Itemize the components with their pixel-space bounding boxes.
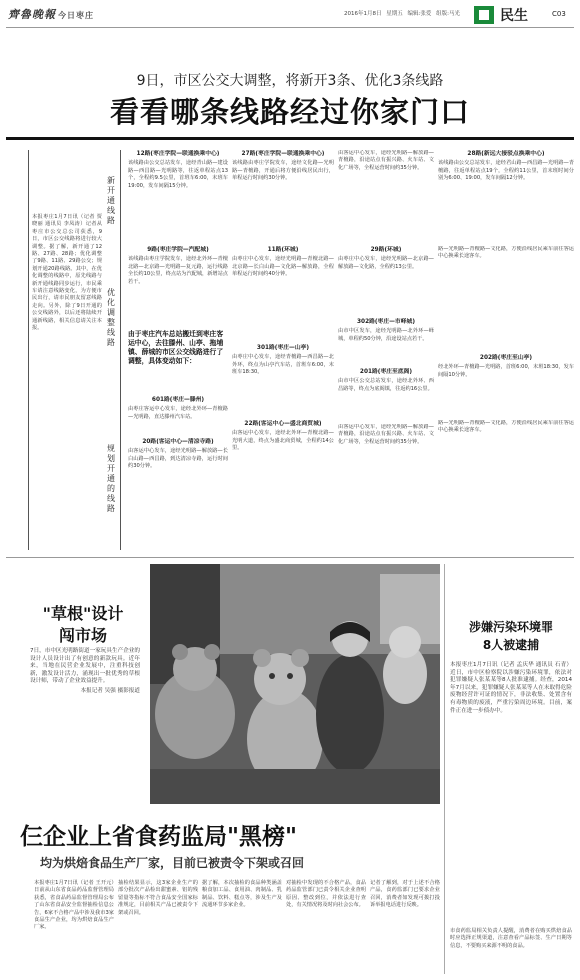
route-302-title: 302路(枣庄—市峄城) [357, 319, 415, 325]
page-number: C03 [552, 10, 566, 18]
pollution-body: 本报枣庄1月7日讯（记者 孟庆华 通讯员 石青）近日，市中区检察院以涉嫌污染环境罪，依法对犯罪嫌疑人张某某等8人批准逮捕。经查，2014年7月以来，犯罪嫌疑人张某某等人在未取得危险废物经营许可证的情况下，非法收集、处置含有有毒物质的废液，严重污染周边环境。目前，案件正在进一步侦办中。 [450, 662, 572, 714]
route-301-title: 301路(枣庄—山亭) [256, 345, 310, 351]
headline-rule [6, 137, 574, 140]
lead-paragraph: 本报枣庄1月7日讯（记者 贾晓丽 通讯员 李凤涛）记者从枣庄市公交总公司获悉，9日，市区公交线路将进行较大调整。据了解，新开通了12路、27路、28路；优化调整了9路、11路、29路公交；规划开通20路线路。其中，在优化调整的线路中，原先线路与新开通线路同步运行，市民乘车请注意线路变化，为方便市民出行，请市民朋友留意线路走向。另外，除了9日开通的公交线路外，以后还将陆续开通新线路，相关信息请关注本报。 [32, 214, 102, 332]
route-29: 29路(环城) 由枣庄中心发车，途经光明路—北京路—解放路—文化路，全程约13公里。 [338, 247, 434, 270]
route-text-cont: 由客运中心发车，途经光明路—解放路—青檀路，沿途站点有振兴路、火车站、文化广场等，全程运营时间约35分钟。 [338, 150, 434, 171]
blacklist-col-6: 市食药监局相关负责人提醒，消费者在购买烘焙食品时应选择正规渠道，注意查看产品标签、生产日期等信息，不要购买来源不明的食品。 [450, 928, 572, 949]
route-11: 11路(环城) 由枣庄中心发车，途经光明路—青檀北路—北京路—长白山路—文化路—解放路，全程单程运行时间约40分钟。 [232, 247, 334, 278]
pollution-title-1: 涉嫌污染环境罪 [468, 620, 553, 634]
route-9: 9路(枣庄学院—汽配城) 该线路由枣庄学院发车，途经北外环—青檀北路—北京路—光明路—复元路，运行线路全长约10公里，终点站为汽配城，新增站点若干。 [128, 247, 228, 285]
masthead [0, 0, 580, 30]
blacklist-col-3: 据了解，本次抽检的食品种类涵盖粮食加工品、食用油、肉制品、乳制品、饮料、糕点等，涉及生产及流通环节多家企业。 [202, 880, 282, 909]
blacklist-col-1: 本报枣庄1月7日讯（记者 王开元）日前从山东省食品药品监督管理局获悉，省食品药品监督管理局公布了山东省食品安全监督抽检信息公告，6家不合格产品中涉及我市3家食品生产企业，均为烘焙食品生产厂家。 [34, 880, 114, 931]
route-change-note: 由于枣庄汽车总站搬迁到枣庄客运中心，去往滕州、山亭、拖埔镇、薛城的市区公交线路进行了调整，具体变动如下： [128, 330, 224, 365]
grassroots-title-2: 闯市场 [58, 626, 107, 645]
blacklist-headline: 仨企业上省食药监局"黑榜" [20, 824, 297, 850]
route-201: 201路(枣庄至底阁) 由市中区公交总站发车，途经北外环、西昌路等，终点为底阁镇，往返约16公里。 [338, 369, 434, 392]
grassroots-body: 7日，市中区光明路街道一家玩具生产企业的设计人员设计出了有创意的新款玩具。近年来，当地在民营企业发展中，注重科技创新，激发设计活力，涌现出一批优秀的草根设计师，带动了企业效益提升。 本报记者 吴强 摄影报道 [30, 648, 140, 694]
route-22-title: 22路(客运中心—盛北商贸城) [244, 421, 322, 427]
route-27: 27路(枣庄学院—联通换乘中心) 该线路由枣庄学院发车，途经文化路—光明路—青檀路，开通后将方便沿线居民出行，单程运行时间约30分钟。 [232, 151, 334, 182]
route-301: 301路(枣庄—山亭) 由枣庄中心发车，途经青檀路—西昌路—北外环，终点为山亭汽车站，首班车6:00，末班车18:30。 [232, 345, 334, 376]
route-29-title: 29路(环城) [370, 247, 402, 253]
section-title: 民生 [500, 8, 528, 24]
route-22: 22路(客运中心—盛北商贸城) 由客运中心发车，途经北外环—青檀北路—光明大道，终点为盛北商贸城，全程约14公里。 [232, 421, 334, 452]
pollution-title-2: 8人被逮捕 [482, 638, 540, 652]
route-202-title: 202路(枣庄至山亭) [479, 355, 533, 361]
route-12: 12路(枣庄学院—联通换乘中心) 该线路由公交总站发车，途经青山路—建设路—西昌路—光明路等，往返单程站点13个，全程约9.5公里，首班车6:00，末班车19:00，发车间隔15分钟。 [128, 151, 228, 189]
route-27-title: 27路(枣庄学院—联通换乘中心) [241, 151, 325, 157]
brand-logo: 齊魯晚報 今日枣庄 [8, 8, 94, 21]
edition-name: 今日枣庄 [58, 10, 94, 20]
route-text-cont-d: 路—光明路—青檀路—文化路，方便沿线居民乘车前往客运中心换乘长途客车。 [438, 420, 574, 434]
route-20: 20路(客运中心—清凉寺路) 由客运中心发车，途经光明路—解放路—长白山路—西昌路，到达清凉寺路，运行时间约30分钟。 [128, 439, 228, 470]
route-11-title: 11路(环城) [267, 247, 299, 253]
photo-image [150, 564, 440, 804]
blacklist-col-2: 抽检结果显示，这3家企业生产的部分批次产品检出甜蜜素、铝的残留量等指标不符合食品安全国家标准规定，目前相关产品已被责令下架或召回。 [118, 880, 198, 916]
route-text-cont-c: 由客运中心发车，途经光明路—解放路—青檀路，沿途站点有振兴路、火车站、文化广场等，全程运营时间约35分钟。 [338, 424, 434, 445]
route-28-title: 28路(新远大接驳点换乘中心) [467, 151, 545, 157]
route-302: 302路(枣庄—市峄城) 由市中区发车，途经光明路—北外环—峄城，单程约50分钟，沿途设站点若干。 [338, 319, 434, 342]
main-kicker: 9日，市区公交大调整，将新开3条、优化3条线路 [136, 73, 444, 89]
route-202: 202路(枣庄至山亭) 经北外环—青檀路—光明路，首班6:00，末班18:30，发车间隔10分钟。 [438, 355, 574, 378]
blacklist-col-5: 记者了解到，对于上述不合格产品，食药监部门已要求企业召回，消费者如发现可拨打投诉举报电话进行反映。 [370, 880, 440, 909]
route-28: 28路(新远大接驳点换乘中心) 该线路由公交总站发车，途经君山路—西昌路—光明路—青檀路，往返单程站点19个，全程约11公里，首末班时间分别为6:00、19:00，发车间隔12分钟。 [438, 151, 574, 182]
header-divider [6, 27, 574, 28]
section-icon-inner [479, 10, 489, 20]
label-optimized-routes: 优化调整线路 [107, 288, 115, 347]
route-601-title: 601路(枣庄—滕州) [151, 397, 205, 403]
column-rule [120, 150, 121, 550]
route-601: 601路(枣庄—滕州) 由枣庄客运中心发车，途经北外环—青檀路—光明路，直达滕州汽车站。 [128, 397, 228, 420]
grassroots-title-1: "草根"设计 [42, 604, 124, 623]
main-headline: 看看哪条线路经过你家门口 [109, 95, 470, 129]
route-201-title: 201路(枣庄至底阁) [359, 369, 413, 375]
column-rule [444, 564, 445, 974]
route-text-cont-b: 路—光明路—青檀路—文化路，方便沿线居民乘车前往客运中心换乘长途客车。 [438, 246, 574, 260]
date-info: 2016年1月8日 星期五 编辑:张爱 组版:马光 [344, 11, 460, 17]
label-new-routes: 新开通线路 [107, 176, 115, 225]
column-rule [28, 150, 29, 550]
blacklist-col-4: 对抽检中发现的不合格产品，食品药品监管部门已责令相关企业查明原因、整改到位，并依法进行查处，有关情况将及时向社会公布。 [286, 880, 366, 909]
news-photo [150, 564, 440, 804]
grassroots-credit: 本报记者 吴强 摄影报道 [80, 687, 140, 694]
route-20-title: 20路(客运中心—清凉寺路) [142, 439, 214, 445]
route-9-title: 9路(枣庄学院—汽配城) [147, 247, 209, 253]
blacklist-subhead: 均为烘焙食品生产厂家，目前已被责令下架或召回 [40, 856, 305, 870]
label-planned-routes: 规划开通的线路 [107, 444, 115, 513]
route-12-title: 12路(枣庄学院—联通换乘中心) [136, 151, 220, 157]
section-divider [6, 557, 574, 558]
